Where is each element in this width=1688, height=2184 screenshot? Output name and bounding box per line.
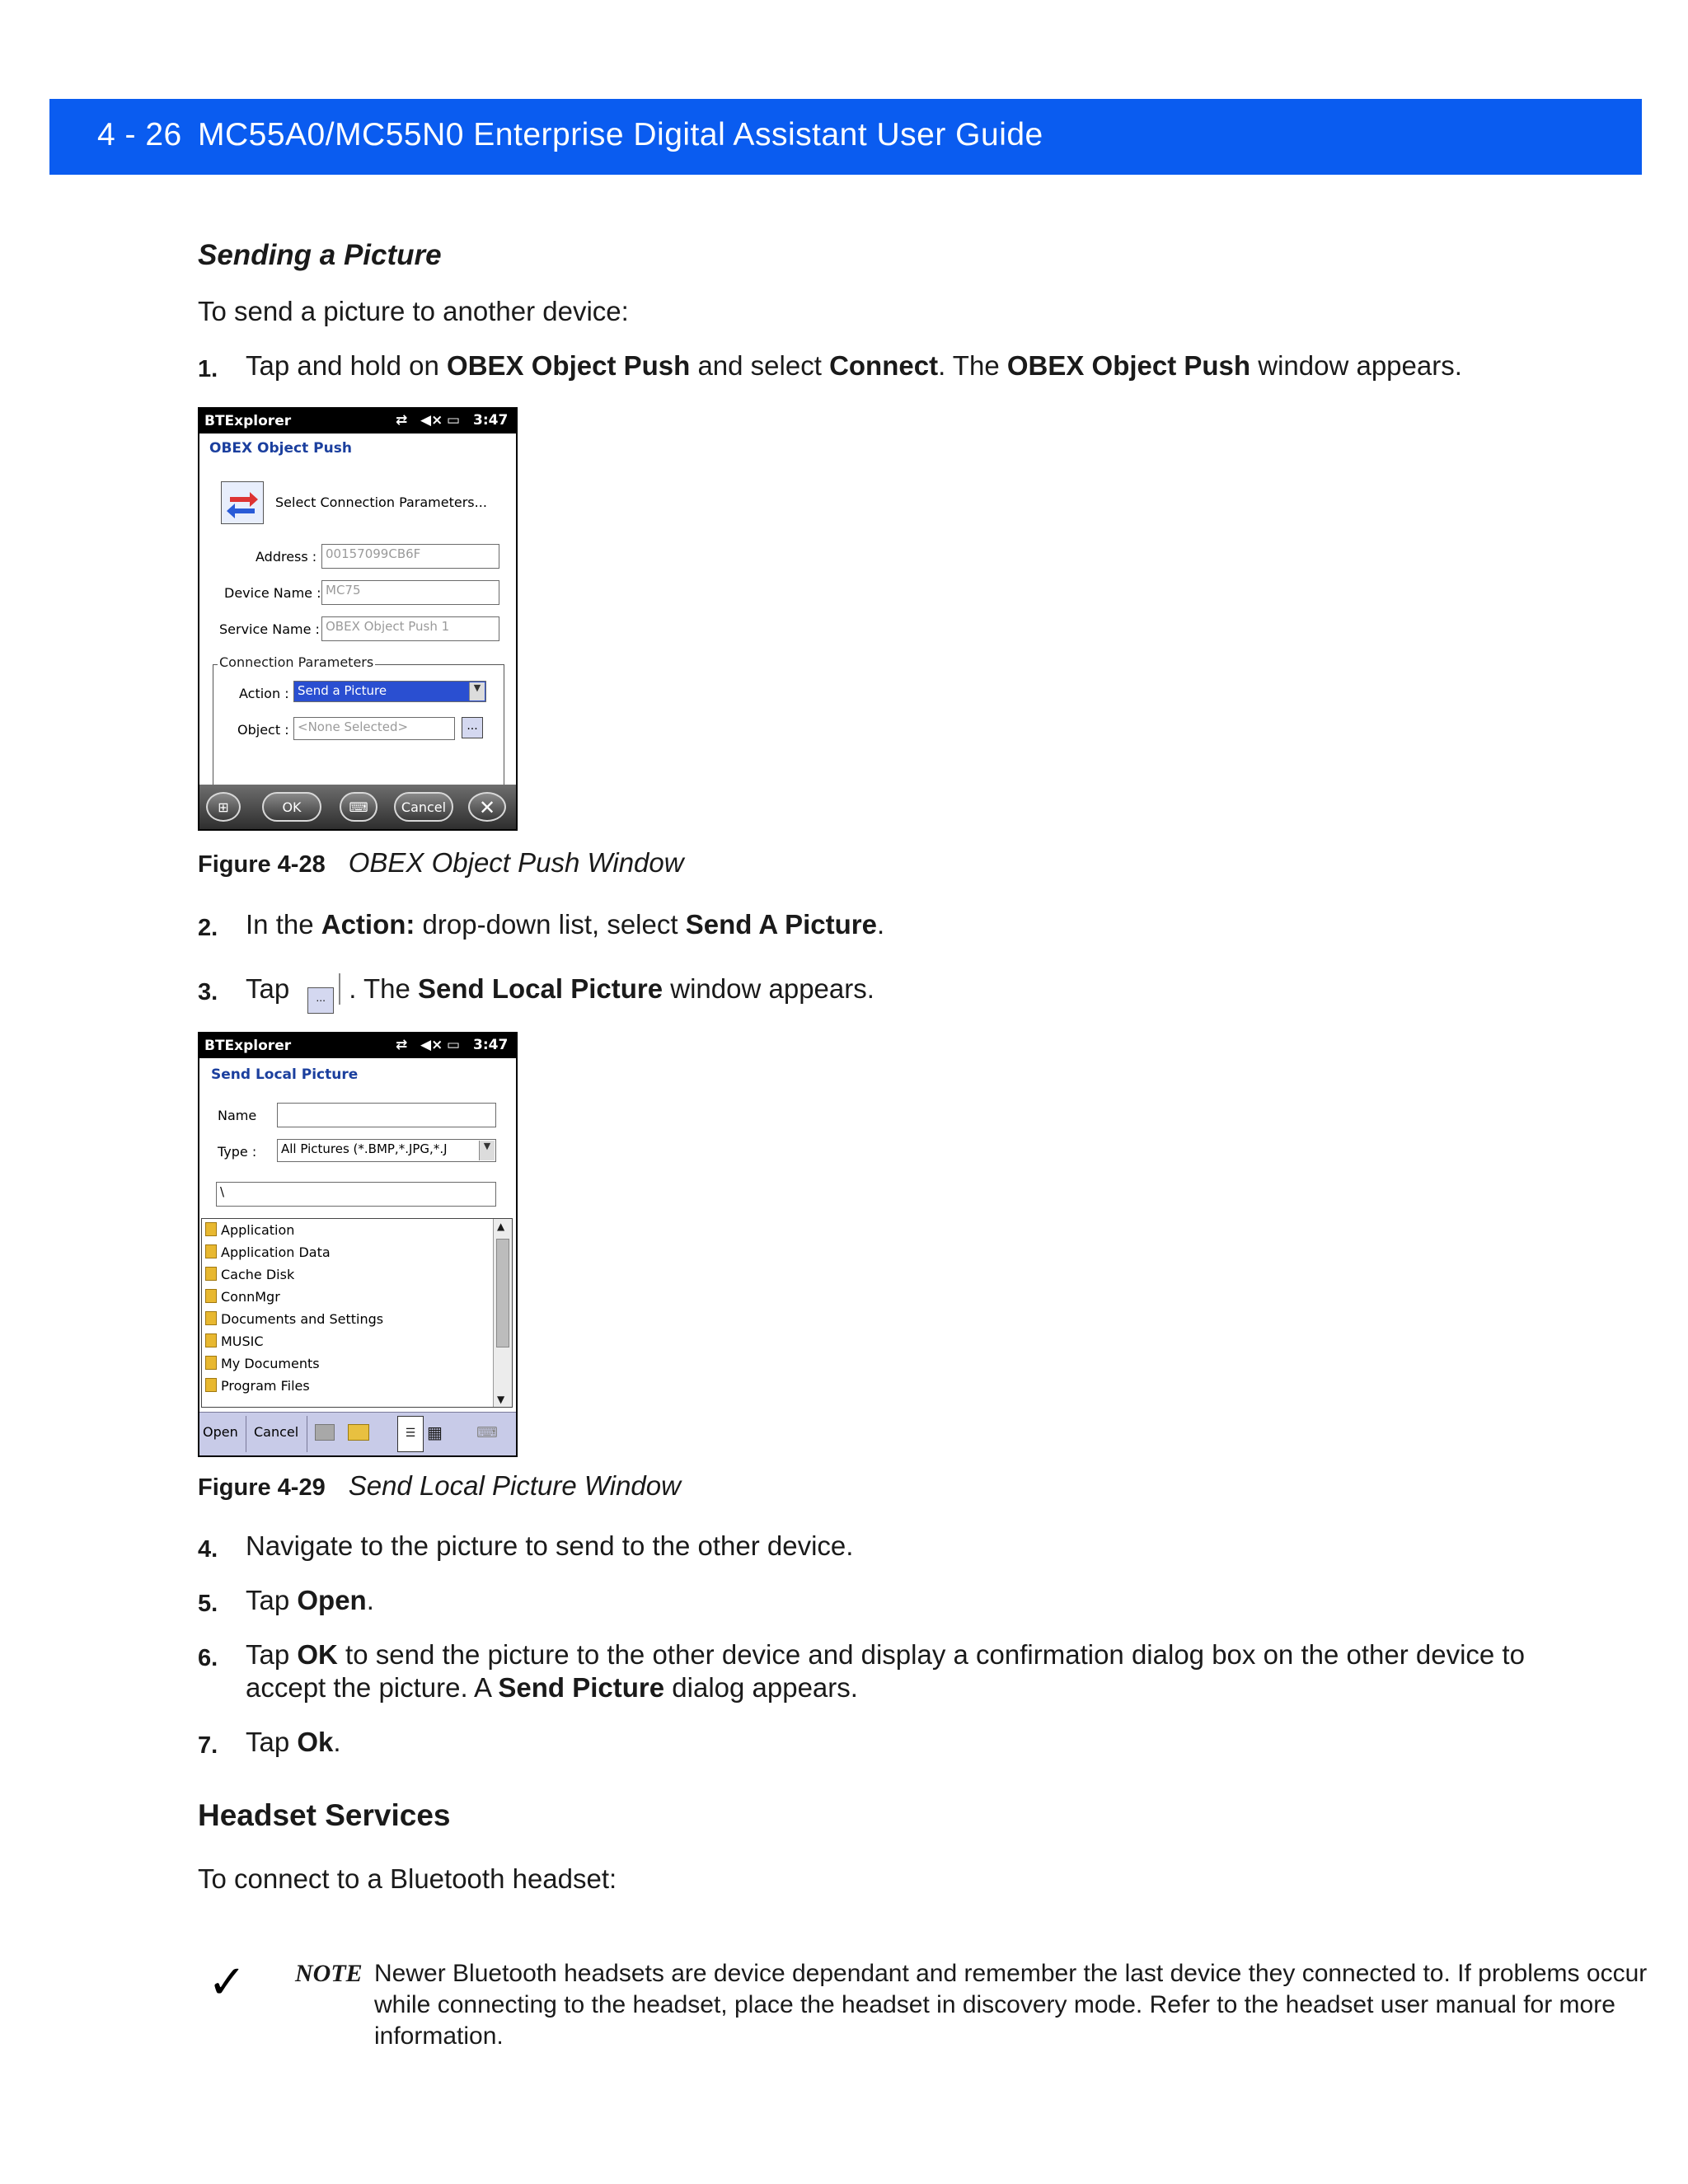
send-local-picture-screenshot [198,1032,518,1457]
connectivity-icon: ⇄ [396,1037,408,1053]
folder-icon [205,1333,217,1347]
step-3-number: 3. [198,979,218,1005]
headset-intro: To connect to a Bluetooth headset: [198,1863,617,1894]
step-1-text: Tap and hold on OBEX Object Push and select Connect. The OBEX Object Push window appears. [246,350,1462,381]
speaker-muted-icon: ◀× [420,1037,443,1053]
scrollbar-thumb[interactable] [496,1239,509,1347]
page-number: 4 - 26 [97,117,182,152]
headset-services-heading: Headset Services [198,1798,451,1832]
list-item[interactable]: Application [205,1222,294,1238]
name-label: Name [218,1108,257,1123]
note-text: Newer Bluetooth headsets are device dependant and remember the last device they connected to. If problems occur while connecting to the headset, place the headset in discovery mode. Refer to the headset user manual for more information. [374,1960,1648,2050]
step-6-number: 6. [198,1645,218,1671]
chevron-down-icon[interactable]: ▼ [469,682,485,701]
header-title: MC55A0/MC55N0 Enterprise Digital Assistant User Guide [198,117,1043,152]
step-4-text: Navigate to the picture to send to the other device. [246,1530,854,1561]
keyboard-icon[interactable]: ⌨ [340,792,377,822]
path-field[interactable]: \ [216,1182,496,1207]
service-name-field[interactable]: OBEX Object Push 1 [321,616,499,641]
up-folder-icon[interactable] [315,1424,335,1441]
folder-icon [205,1378,217,1392]
folder-icon [205,1222,217,1236]
status-bar [199,409,516,434]
ok-button[interactable]: OK [262,792,321,822]
step-5-text: Tap Open. [246,1585,374,1615]
new-folder-icon[interactable] [348,1424,369,1441]
step-5-number: 5. [198,1591,218,1617]
list-item[interactable]: My Documents [205,1356,320,1371]
open-button[interactable]: Open [203,1424,238,1440]
cancel-button[interactable]: Cancel [254,1424,299,1440]
action-dropdown[interactable]: Send a Picture ▼ [293,681,486,702]
checkmark-icon: ✓ [208,1956,246,2008]
list-item[interactable]: MUSIC [205,1333,264,1349]
folder-list [201,1218,513,1408]
battery-icon: ▭ [447,1037,461,1053]
step-4-number: 4. [198,1536,218,1563]
service-name-label: Service Name : [219,621,320,637]
step-7-number: 7. [198,1732,218,1759]
status-title: BTExplorer [204,413,292,429]
folder-icon [205,1267,217,1281]
status-title: BTExplorer [204,1038,292,1054]
close-icon[interactable]: ✕ [468,792,506,822]
battery-icon: ▭ [447,412,461,429]
speaker-muted-icon: ◀× [420,412,443,429]
device-name-label: Device Name : [224,585,321,601]
clock-time: 3:47 [473,1037,509,1053]
list-item[interactable]: Cache Disk [205,1267,294,1282]
connection-prompt: Select Connection Parameters... [275,494,487,510]
name-input[interactable] [277,1103,496,1127]
windows-start-icon[interactable]: ⊞ [206,792,241,822]
clock-time: 3:47 [473,412,509,429]
step-3-text: Tap ... . The Send Local Picture window appears. [246,972,874,1014]
menu-bar [199,1412,516,1455]
chevron-down-icon[interactable]: ▼ [479,1141,495,1160]
obex-object-push-screenshot [198,407,518,831]
folder-icon [205,1356,217,1370]
group-label: Connection Parameters [219,654,374,670]
list-item[interactable]: Program Files [205,1378,310,1394]
browse-button[interactable]: ... [462,717,483,738]
object-field[interactable]: <None Selected> [293,717,455,740]
list-item[interactable]: Documents and Settings [205,1311,383,1327]
step-7-text: Tap Ok. [246,1727,341,1757]
address-label: Address : [256,549,317,565]
step-2-number: 2. [198,915,218,941]
figure-4-29-caption: Figure 4-29 Send Local Picture Window [198,1470,681,1501]
address-field[interactable]: 00157099CB6F [321,544,499,569]
section-title: Sending a Picture [198,239,442,271]
browse-button-icon: ... [307,987,334,1014]
folder-icon [205,1244,217,1258]
connectivity-icon: ⇄ [396,412,408,429]
figure-4-28-caption: Figure 4-28 OBEX Object Push Window [198,847,684,878]
chevron-up-icon[interactable]: ▲ [497,1221,505,1232]
step-6-text-line-1: Tap OK to send the picture to the other device and display a confirmation dialog box on the other device to [246,1639,1525,1670]
folder-icon [205,1311,217,1325]
list-item[interactable]: Application Data [205,1244,331,1260]
folder-icon [205,1289,217,1303]
keyboard-icon[interactable]: ⌨ [476,1424,498,1441]
window-title: Send Local Picture [211,1066,359,1083]
taskbar [199,785,516,829]
intro-text: To send a picture to another device: [198,296,629,326]
scrollbar[interactable] [493,1219,512,1407]
status-bar [199,1033,516,1058]
device-name-field[interactable]: MC75 [321,580,499,605]
step-2-text: In the Action: drop-down list, select Send A Picture. [246,909,885,940]
cancel-button[interactable]: Cancel [394,792,453,822]
window-title: OBEX Object Push [209,440,352,457]
object-label: Object : [237,722,289,738]
chevron-down-icon[interactable]: ▼ [497,1394,505,1405]
transfer-icon [221,481,264,524]
grid-view-icon[interactable]: ▦ [427,1422,443,1442]
action-label: Action : [239,686,289,701]
list-item[interactable]: ConnMgr [205,1289,280,1305]
list-view-icon[interactable]: ☰ [397,1416,424,1452]
type-dropdown[interactable]: All Pictures (*.BMP,*.JPG,*.J ▼ [277,1139,496,1162]
note-label: NOTE [295,1960,363,1987]
page-header [49,99,1642,175]
step-1-number: 1. [198,356,218,382]
step-6-text-line-2: accept the picture. A Send Picture dialog appears. [246,1672,858,1703]
type-label: Type : [218,1144,257,1160]
